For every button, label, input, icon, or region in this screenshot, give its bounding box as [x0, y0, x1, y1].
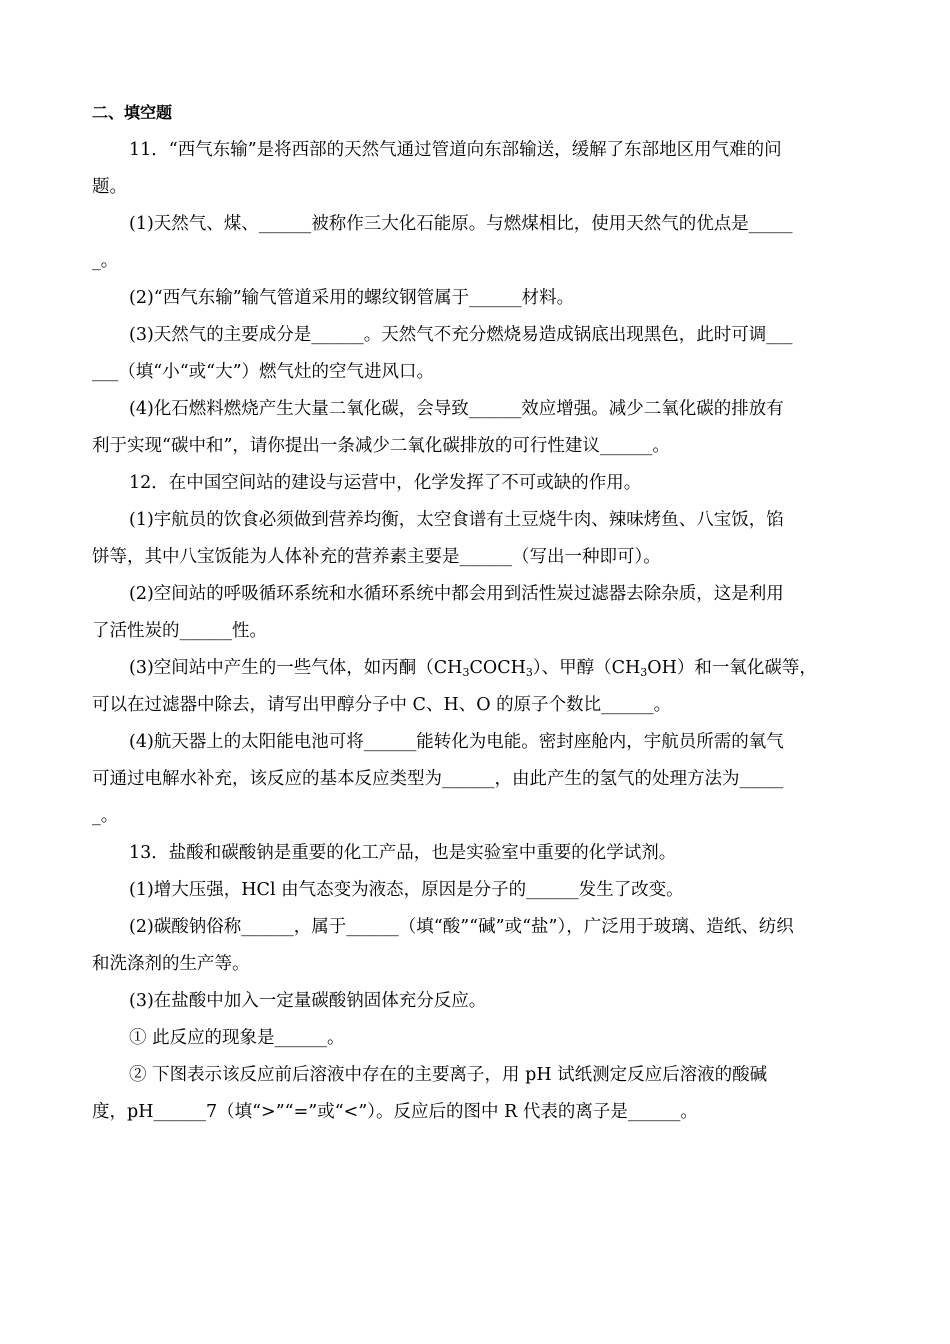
worksheet-page — [92, 94, 858, 1131]
q12-part4-line1: (4)航天器上的太阳能电池可将______能转化为电能。密封座舱内，宇航员所需的氧气 — [129, 732, 784, 752]
q11-part3-line1: (3)天然气的主要成分是______。天然气不充分燃烧易造成锅底出现黑色，此时可调___ — [129, 325, 793, 345]
q13-part1: (1)增大压强，HCl 由气态变为液态，原因是分子的______发生了改变。 — [129, 880, 684, 900]
q12-part2-line2: 了活性炭的______性。 — [92, 621, 267, 641]
q11-stem-line1: 11．“西气东输”是将西部的天然气通过管道向东部输送，缓解了东部地区用气难的问 — [129, 140, 782, 160]
q11-part1-line2: _。 — [92, 251, 119, 271]
q13-stem: 13．盐酸和碳酸钠是重要的化工产品，也是实验室中重要的化学试剂。 — [129, 843, 677, 863]
q13-part2-line2: 和洗涤剂的生产等。 — [92, 954, 250, 974]
q12-part4-line3: _。 — [92, 806, 119, 826]
q12-stem: 12．在中国空间站的建设与运营中，化学发挥了不可或缺的作用。 — [129, 473, 642, 493]
question-13 — [92, 835, 858, 1131]
q13-part2-line1: (2)碳酸钠俗称______，属于______（填“酸”“碱”或“盐”），广泛用于玻璃、造纸、纺织 — [129, 917, 794, 937]
q12-part3-text-d: OH）和一氧化碳等， — [647, 658, 817, 678]
q12-part2-line1: (2)空间站的呼吸循环系统和水循环系统中都会用到活性炭过滤器去除杂质，这是利用 — [129, 584, 784, 604]
q11-part4-line1: (4)化石燃料燃烧产生大量二氧化碳，会导致______效应增强。减少二氧化碳的排放有 — [129, 399, 784, 419]
q12-part3-line1 — [92, 650, 858, 687]
q12-part3-text-c: ）、甲醇（CH — [532, 658, 641, 678]
q12-part4-line2: 可通过电解水补充，该反应的基本反应类型为______，由此产生的氢气的处理方法为_____ — [92, 769, 784, 789]
q12-part3-line2: 可以在过滤器中除去，请写出甲醇分子中 C、H、O 的原子个数比______。 — [92, 695, 672, 715]
q11-part2: (2)“西气东输”输气管道采用的螺纹钢管属于______材料。 — [129, 288, 575, 308]
q11-stem-line2: 题。 — [92, 177, 127, 197]
question-11 — [92, 132, 858, 465]
q12-part3-text-a: (3)空间站中产生的一些气体，如丙酮（CH — [129, 658, 463, 678]
q11-part1-line1: (1)天然气、煤、______被称作三大化石能原。与燃煤相比，使用天然气的优点是_____ — [129, 214, 793, 234]
q13-part3-item2-line2: 度，pH______7（填“>”“=”或“<”）。反应后的图中 R 代表的离子是______。 — [92, 1102, 698, 1122]
q12-part1-line2: 饼等，其中八宝饭能为人体补充的营养素主要是______（写出一种即可）。 — [92, 547, 661, 567]
q12-part3-text-b: COCH — [469, 658, 526, 678]
section-title: 二、填空题 — [92, 103, 173, 122]
q11-part3-line2: ___（填“小“或“大”）燃气灶的空气进风口。 — [92, 362, 435, 382]
question-12 — [92, 465, 858, 835]
q12-part1-line1: (1)宇航员的饮食必须做到营养均衡，太空食谱有土豆烧牛肉、辣味烤鱼、八宝饭，馅 — [129, 510, 784, 530]
subscript: 3 — [462, 666, 470, 679]
q13-part3-item2-line1: ② 下图表示该反应前后溶液中存在的主要离子，用 pH 试纸测定反应后溶液的酸碱 — [129, 1065, 768, 1085]
subscript: 3 — [640, 666, 648, 679]
q13-part3-item1: ① 此反应的现象是______。 — [129, 1028, 345, 1048]
q13-part3: (3)在盐酸中加入一定量碳酸钠固体充分反应。 — [129, 991, 487, 1011]
q11-part4-line2: 利于实现“碳中和”，请你提出一条减少二氧化碳排放的可行性建议______。 — [92, 436, 670, 456]
subscript: 3 — [525, 666, 533, 679]
